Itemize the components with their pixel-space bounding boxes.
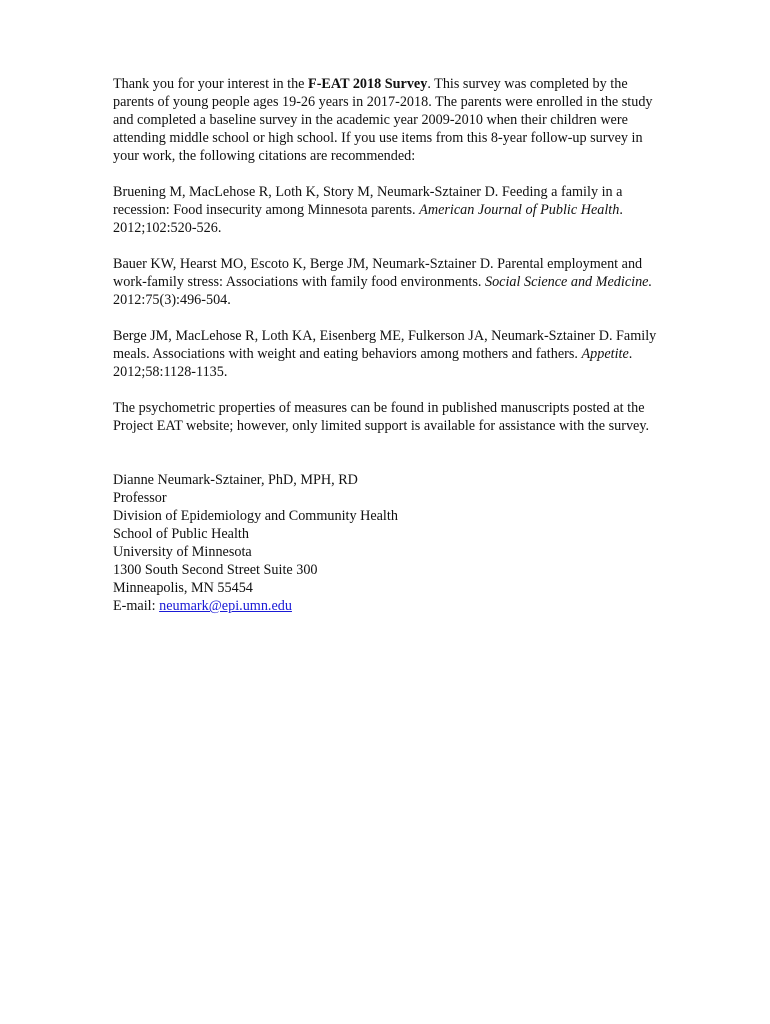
signature-division: Division of Epidemiology and Community Health [113,508,398,524]
citation-journal: Social Science and Medicine. [484,274,653,290]
signature-school: School of Public Health [113,526,249,542]
signature-block [113,471,661,615]
citation [113,327,661,381]
citation-details: 2012:75(3):496-504. [113,292,231,308]
document-page [113,75,661,615]
psychometric-note: The psychometric properties of measures can be found in published manuscripts posted at the Project EAT website; however, only limited support is available for assistance with the survey. [113,400,650,434]
citation-authors: Bauer KW, Hearst MO, Escoto K, Berge JM, Neumark-Sztainer D. Parental employment and work-family stress: Associations with family food environments. [113,256,643,290]
survey-name: F-EAT 2018 Survey [308,76,428,92]
citation-journal: Appetite [581,346,629,362]
citation-details: . 2012;102:520-526. [113,202,623,236]
signature-name: Dianne Neumark-Sztainer, PhD, MPH, RD [113,472,358,488]
citation-details: . 2012;58:1128-1135. [113,346,633,380]
intro-text-after: . This survey was completed by the parents of young people ages 19-26 years in 2017-2018. The parents were enrolled in the study and completed a baseline survey in the academic year 2009-2010 when their children were attending middle school or high school. If you use items from this 8-year follow-up survey in your work, the following citations are recommended: [113,76,653,164]
citation-journal: American Journal of Public Health [419,202,620,218]
intro-paragraph [113,75,661,165]
signature-street: 1300 South Second Street Suite 300 [113,562,318,578]
email-label: E-mail: [113,598,160,614]
signature-university: University of Minnesota [113,544,252,560]
email-link[interactable]: neumark@epi.umn.edu [159,598,292,614]
signature-city: Minneapolis, MN 55454 [113,580,253,596]
intro-text-before: Thank you for your interest in the [113,76,309,92]
citation [113,183,661,237]
signature-email-line [113,597,661,615]
citation [113,255,661,309]
signature-title: Professor [113,490,167,506]
citation-authors: Berge JM, MacLehose R, Loth KA, Eisenberg ME, Fulkerson JA, Neumark-Sztainer D. Family meals. Associations with weight and eating behaviors among mothers and fathers. [113,328,657,362]
citation-authors: Bruening M, MacLehose R, Loth K, Story M, Neumark-Sztainer D. Feeding a family in a recession: Food insecurity among Minnesota parents. [113,184,623,218]
